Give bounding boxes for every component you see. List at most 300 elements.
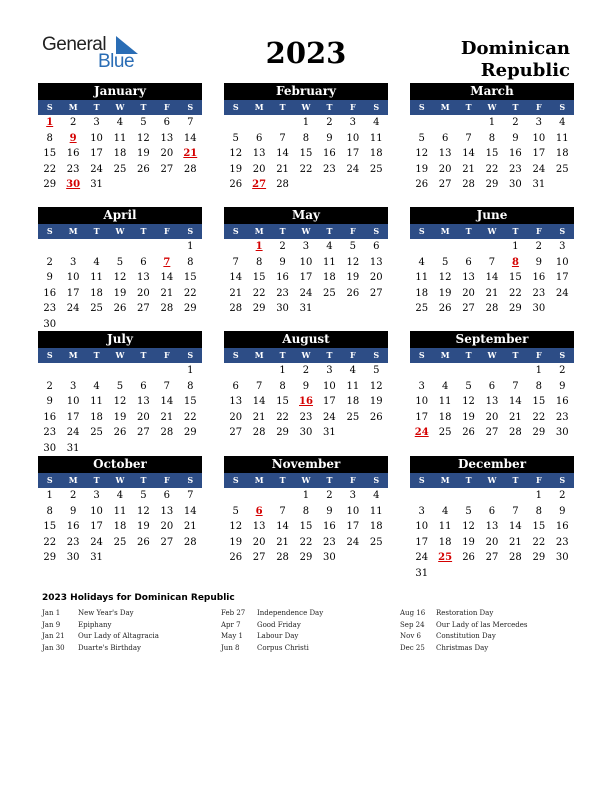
day-cell: 26 <box>462 552 475 563</box>
day-cell: 29 <box>509 303 522 314</box>
country-title <box>390 38 570 82</box>
day-cell: 20 <box>160 148 174 159</box>
weekday-header <box>38 100 202 115</box>
day-cell: 27 <box>137 303 150 314</box>
month-january <box>38 83 202 193</box>
month-title: March <box>410 83 574 100</box>
weekday-label: F <box>536 102 542 112</box>
day-cell: 18 <box>113 521 127 532</box>
day-cell: 2 <box>512 117 519 128</box>
day-cell: 5 <box>140 117 147 128</box>
weekday-label: M <box>440 102 450 112</box>
day-cell: 24 <box>415 552 429 563</box>
day-cell: 12 <box>462 521 475 532</box>
day-cell: 22 <box>532 536 546 548</box>
day-cell: 16 <box>532 272 546 283</box>
day-cell: 3 <box>69 256 77 268</box>
holiday-name: Corpus Christi <box>257 643 309 652</box>
holiday-day-cell: 21 <box>183 148 198 159</box>
weekday-label: F <box>164 102 170 112</box>
day-cell: 7 <box>187 490 194 501</box>
holiday-name: Our Lady of Altagracia <box>78 632 159 640</box>
day-cell: 14 <box>252 396 266 407</box>
day-cell: 11 <box>415 272 429 283</box>
month-june <box>410 207 574 317</box>
weekday-label: T <box>465 102 472 112</box>
day-cell: 28 <box>183 536 197 548</box>
holiday-date: Apr 7 <box>221 620 241 629</box>
weekday-label: W <box>115 102 125 112</box>
day-cell: 24 <box>299 287 313 299</box>
day-cell: 4 <box>373 490 380 501</box>
weekday-label: T <box>93 475 100 485</box>
holiday-column <box>42 608 212 654</box>
weekday-label: T <box>140 102 147 112</box>
weekday-label: M <box>68 102 78 112</box>
day-grid <box>224 115 388 193</box>
day-cell: 15 <box>509 272 522 283</box>
day-cell: 7 <box>255 380 263 392</box>
day-cell: 3 <box>535 117 543 128</box>
day-cell: 16 <box>66 521 80 532</box>
weekday-label: M <box>440 350 450 360</box>
empty-day-cell <box>85 363 108 379</box>
day-cell: 17 <box>66 411 80 423</box>
day-cell: 22 <box>532 411 546 423</box>
day-grid <box>410 115 574 193</box>
empty-day-cell <box>247 363 270 379</box>
day-cell: 8 <box>302 132 310 144</box>
day-cell: 9 <box>535 256 543 268</box>
day-cell: 19 <box>369 396 383 407</box>
day-cell: 5 <box>373 365 380 376</box>
day-cell: 22 <box>485 163 499 175</box>
holiday-name: Duarte's Birthday <box>78 643 141 652</box>
empty-day-cell <box>155 239 178 255</box>
day-cell: 19 <box>229 163 243 175</box>
day-cell: 12 <box>137 505 150 517</box>
day-cell: 16 <box>66 148 80 159</box>
day-cell: 6 <box>140 380 147 392</box>
weekday-label: W <box>487 350 497 360</box>
month-august <box>224 331 388 441</box>
day-cell: 18 <box>438 411 452 423</box>
day-cell: 21 <box>462 163 475 175</box>
day-cell: 18 <box>323 272 336 283</box>
month-july <box>38 331 202 456</box>
day-cell: 11 <box>438 521 452 532</box>
day-cell: 23 <box>509 163 522 175</box>
day-cell: 21 <box>183 521 197 532</box>
holiday-date: Sep 24 <box>400 620 425 629</box>
holiday-row <box>400 643 570 655</box>
day-cell: 1 <box>535 365 543 376</box>
day-cell: 30 <box>43 442 57 454</box>
day-cell: 9 <box>326 505 333 517</box>
holiday-day-cell: 8 <box>511 256 519 268</box>
weekday-label: M <box>68 226 78 236</box>
day-cell: 30 <box>555 427 569 438</box>
day-cell: 30 <box>532 303 546 314</box>
day-cell: 8 <box>279 380 286 392</box>
day-cell: 30 <box>66 552 80 563</box>
day-cell: 19 <box>438 287 452 299</box>
day-cell: 24 <box>90 536 103 548</box>
day-cell: 28 <box>462 179 475 190</box>
day-cell: 13 <box>438 148 452 159</box>
day-cell: 8 <box>46 505 53 517</box>
day-cell: 2 <box>559 490 566 501</box>
day-cell: 20 <box>229 411 243 423</box>
empty-day-cell <box>271 115 294 131</box>
weekday-label: S <box>232 226 239 236</box>
day-cell: 21 <box>276 536 289 548</box>
day-cell: 6 <box>232 380 239 392</box>
day-cell: 20 <box>438 163 452 175</box>
day-cell: 4 <box>559 117 566 128</box>
day-cell: 23 <box>532 287 546 299</box>
day-cell: 7 <box>512 380 519 392</box>
day-cell: 22 <box>276 411 289 423</box>
holiday-name: Restoration Day <box>436 609 494 617</box>
day-cell: 27 <box>369 287 383 299</box>
weekday-label: F <box>164 475 170 485</box>
day-cell: 29 <box>276 427 289 438</box>
day-cell: 13 <box>252 148 266 159</box>
day-cell: 18 <box>415 287 429 299</box>
day-cell: 30 <box>323 552 336 563</box>
weekday-label: T <box>93 350 100 360</box>
empty-day-cell <box>457 115 480 131</box>
holiday-name: Good Friday <box>257 620 301 629</box>
month-title: August <box>224 331 388 348</box>
day-cell: 16 <box>555 521 569 532</box>
weekday-label: F <box>164 226 170 236</box>
day-cell: 25 <box>90 427 103 438</box>
day-cell: 3 <box>349 117 357 128</box>
empty-day-cell <box>271 488 294 504</box>
weekday-header <box>38 224 202 239</box>
day-cell: 7 <box>163 380 171 392</box>
weekday-label: W <box>487 226 497 236</box>
day-cell: 7 <box>465 132 472 144</box>
day-cell: 23 <box>276 287 289 299</box>
empty-day-cell <box>61 363 84 379</box>
day-cell: 11 <box>438 396 452 407</box>
day-cell: 23 <box>66 536 80 548</box>
empty-day-cell <box>132 363 155 379</box>
day-cell: 25 <box>323 287 336 299</box>
day-cell: 13 <box>485 521 499 532</box>
holiday-name: New Year's Day <box>78 609 134 617</box>
logo-general-text: General <box>42 34 107 55</box>
weekday-label: S <box>46 226 53 236</box>
weekday-header <box>224 224 388 239</box>
day-cell: 21 <box>229 287 243 299</box>
day-cell: 4 <box>93 380 100 392</box>
day-cell: 8 <box>187 256 194 268</box>
empty-day-cell <box>224 363 247 379</box>
day-cell: 8 <box>46 132 53 144</box>
day-cell: 26 <box>229 552 243 563</box>
day-cell: 11 <box>113 505 127 517</box>
day-cell: 6 <box>441 132 449 144</box>
day-cell: 10 <box>66 396 80 407</box>
month-april <box>38 207 202 332</box>
day-cell: 20 <box>485 411 499 423</box>
day-cell: 17 <box>90 521 103 532</box>
day-cell: 9 <box>46 396 53 407</box>
day-cell: 29 <box>485 179 499 190</box>
weekday-label: T <box>326 102 333 112</box>
weekday-label: T <box>279 102 286 112</box>
day-cell: 27 <box>438 179 452 190</box>
holiday-day-cell: 1 <box>46 117 54 128</box>
day-cell: 3 <box>418 380 425 392</box>
weekday-label: W <box>301 475 311 485</box>
weekday-label: S <box>373 226 380 236</box>
empty-day-cell <box>85 239 108 255</box>
empty-day-cell <box>132 239 155 255</box>
day-cell: 10 <box>415 521 429 532</box>
holiday-day-cell: 25 <box>438 552 453 563</box>
day-cell: 29 <box>43 179 57 190</box>
empty-day-cell <box>224 488 247 504</box>
day-cell: 16 <box>276 272 289 283</box>
holiday-day-cell: 7 <box>163 256 171 268</box>
weekday-label: F <box>536 475 542 485</box>
day-cell: 26 <box>229 179 243 190</box>
country-line-1: Dominican <box>460 38 570 59</box>
day-cell: 1 <box>187 365 194 376</box>
day-cell: 6 <box>465 256 472 268</box>
day-cell: 23 <box>66 163 80 175</box>
weekday-label: M <box>254 226 264 236</box>
weekday-label: S <box>187 226 194 236</box>
holiday-row <box>221 608 391 620</box>
day-cell: 15 <box>532 521 546 532</box>
holiday-date: Jan 30 <box>42 643 65 652</box>
empty-day-cell <box>108 363 131 379</box>
day-cell: 23 <box>299 411 313 423</box>
day-cell: 5 <box>232 132 239 144</box>
weekday-label: S <box>559 226 566 236</box>
day-cell: 26 <box>137 536 150 548</box>
day-cell: 20 <box>160 521 174 532</box>
day-cell: 16 <box>509 148 522 159</box>
day-cell: 10 <box>415 396 429 407</box>
empty-day-cell <box>61 239 84 255</box>
month-september <box>410 331 574 441</box>
day-cell: 14 <box>183 132 197 144</box>
day-cell: 29 <box>299 552 313 563</box>
month-title: April <box>38 207 202 224</box>
day-cell: 5 <box>465 380 472 392</box>
day-cell: 25 <box>555 163 569 175</box>
holiday-row <box>400 608 570 620</box>
day-cell: 15 <box>485 148 499 159</box>
weekday-header <box>224 100 388 115</box>
weekday-label: S <box>559 350 566 360</box>
day-cell: 19 <box>229 536 243 548</box>
day-cell: 31 <box>415 567 429 579</box>
day-cell: 28 <box>229 303 243 314</box>
empty-day-cell <box>504 488 527 504</box>
day-cell: 22 <box>183 287 197 299</box>
weekday-label: T <box>326 226 333 236</box>
weekday-label: W <box>115 350 125 360</box>
weekday-header <box>410 348 574 363</box>
holiday-column <box>400 608 570 654</box>
day-cell: 31 <box>532 179 546 190</box>
weekday-label: F <box>350 350 356 360</box>
day-cell: 1 <box>279 365 286 376</box>
day-cell: 21 <box>160 411 174 423</box>
day-cell: 3 <box>93 490 100 501</box>
weekday-label: S <box>232 475 239 485</box>
day-cell: 12 <box>415 148 429 159</box>
day-cell: 21 <box>160 287 174 299</box>
day-cell: 10 <box>90 505 103 517</box>
day-grid <box>38 488 202 566</box>
day-cell: 25 <box>90 303 103 314</box>
day-grid <box>38 239 202 332</box>
day-cell: 5 <box>116 256 124 268</box>
day-cell: 24 <box>66 427 80 438</box>
day-grid <box>224 363 388 441</box>
month-title: May <box>224 207 388 224</box>
holiday-row <box>400 631 570 643</box>
empty-day-cell <box>247 488 270 504</box>
day-cell: 22 <box>43 536 57 548</box>
day-cell: 8 <box>255 256 263 268</box>
holiday-date: Jan 21 <box>42 632 65 640</box>
weekday-label: M <box>440 475 450 485</box>
day-cell: 20 <box>485 536 499 548</box>
day-cell: 16 <box>43 287 57 299</box>
weekday-label: S <box>373 102 380 112</box>
day-cell: 22 <box>43 163 57 175</box>
day-cell: 29 <box>532 552 546 563</box>
day-cell: 9 <box>326 132 333 144</box>
holiday-date: May 1 <box>221 632 243 640</box>
day-cell: 21 <box>509 536 522 548</box>
day-cell: 1 <box>512 241 519 252</box>
day-cell: 2 <box>535 241 543 252</box>
day-cell: 1 <box>535 490 543 501</box>
day-cell: 13 <box>462 272 475 283</box>
day-cell: 24 <box>66 303 80 314</box>
day-cell: 18 <box>369 148 383 159</box>
day-cell: 18 <box>438 536 452 548</box>
weekday-label: F <box>536 226 542 236</box>
holiday-day-cell: 16 <box>299 396 313 407</box>
day-cell: 2 <box>46 256 53 268</box>
empty-day-cell <box>247 115 270 131</box>
empty-day-cell <box>38 363 61 379</box>
day-cell: 12 <box>462 396 475 407</box>
holiday-date: Jan 1 <box>42 609 61 617</box>
day-cell: 4 <box>116 117 124 128</box>
day-cell: 22 <box>183 411 197 423</box>
day-cell: 19 <box>137 521 150 532</box>
weekday-label: M <box>254 475 264 485</box>
day-cell: 24 <box>90 163 103 175</box>
weekday-header <box>38 348 202 363</box>
day-cell: 19 <box>415 163 429 175</box>
holiday-day-cell: 1 <box>255 241 263 252</box>
day-cell: 14 <box>276 521 289 532</box>
weekday-label: T <box>279 350 286 360</box>
day-cell: 11 <box>369 505 383 517</box>
day-cell: 14 <box>183 505 197 517</box>
empty-day-cell <box>410 363 433 379</box>
day-cell: 7 <box>232 256 239 268</box>
day-cell: 9 <box>46 272 53 283</box>
day-cell: 27 <box>137 427 150 438</box>
day-cell: 23 <box>323 536 336 548</box>
day-cell: 9 <box>559 505 566 517</box>
weekday-label: S <box>418 475 425 485</box>
day-cell: 30 <box>276 303 289 314</box>
day-cell: 9 <box>302 380 310 392</box>
weekday-label: T <box>93 102 100 112</box>
day-cell: 17 <box>346 148 360 159</box>
empty-day-cell <box>457 363 480 379</box>
day-cell: 28 <box>252 427 266 438</box>
day-cell: 7 <box>279 132 286 144</box>
weekday-label: S <box>418 350 425 360</box>
weekday-label: T <box>465 226 472 236</box>
weekday-label: W <box>301 226 311 236</box>
day-cell: 15 <box>183 396 197 407</box>
day-cell: 14 <box>160 396 174 407</box>
day-cell: 10 <box>66 272 80 283</box>
empty-day-cell <box>480 239 503 255</box>
day-cell: 18 <box>90 411 103 423</box>
empty-day-cell <box>108 239 131 255</box>
weekday-label: S <box>187 475 194 485</box>
weekday-label: T <box>279 226 286 236</box>
day-cell: 20 <box>137 287 150 299</box>
day-cell: 12 <box>229 521 243 532</box>
empty-day-cell <box>457 239 480 255</box>
day-cell: 31 <box>323 427 336 438</box>
day-cell: 5 <box>418 132 425 144</box>
empty-day-cell <box>155 363 178 379</box>
day-cell: 6 <box>140 256 147 268</box>
month-february <box>224 83 388 193</box>
day-cell: 11 <box>346 380 360 392</box>
day-cell: 18 <box>90 287 103 299</box>
day-cell: 1 <box>187 241 194 252</box>
holiday-row <box>42 620 212 632</box>
day-cell: 20 <box>369 272 383 283</box>
day-cell: 24 <box>323 411 336 423</box>
day-cell: 23 <box>323 163 336 175</box>
day-cell: 13 <box>369 256 383 268</box>
day-cell: 4 <box>441 380 449 392</box>
weekday-label: S <box>232 350 239 360</box>
day-cell: 22 <box>299 536 313 548</box>
day-cell: 28 <box>276 552 289 563</box>
day-cell: 29 <box>183 303 197 314</box>
day-cell: 12 <box>229 148 243 159</box>
holiday-row <box>42 643 212 655</box>
holiday-name: Independence Day <box>257 609 324 617</box>
day-cell: 2 <box>326 490 333 501</box>
day-cell: 10 <box>299 256 313 268</box>
